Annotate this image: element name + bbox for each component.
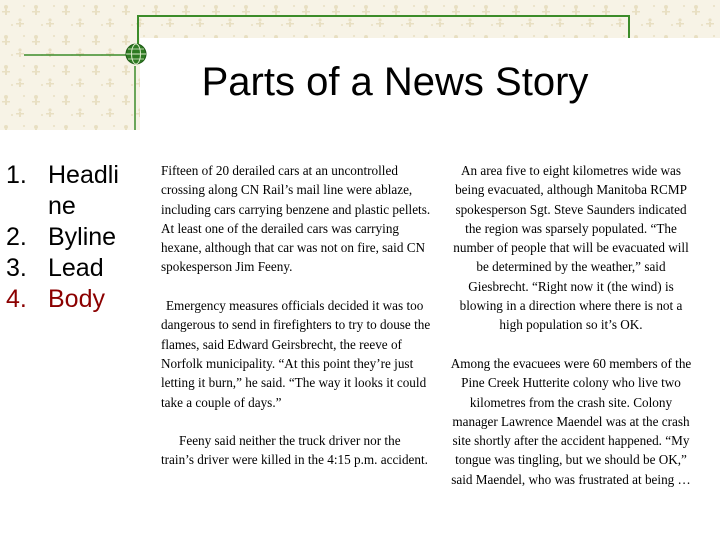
outline-item-headline <box>0 160 141 222</box>
outline-list <box>0 160 141 315</box>
paragraph: Fifteen of 20 derailed cars at an uncontrolled crossing along CN Rail’s mail line were ablaze, including cars carrying benzene and plastic pellets. At least one of the derailed cars was carrying hexane, although that car was not on fire, said CN spokesperson Jim Feeny. <box>161 163 431 275</box>
outline-item-lead <box>0 253 141 284</box>
article-column-right <box>450 161 692 508</box>
outline-number: 4. <box>6 285 27 313</box>
green-globe-icon <box>124 42 148 66</box>
paragraph: Emergency measures officials decided it was too dangerous to send in firefighters to try to douse the flames, said Edward Geirsbrecht, the reeve of Norfolk municipality. “At this point they’re just letting it burn,” he said. “The way it looks it could take a couple of days.” <box>161 298 431 410</box>
outline-item-body <box>0 284 141 315</box>
paragraph: Among the evacuees were 60 members of the Pine Creek Hutterite colony who live two kilometres from the crash site. Colony manager Lawrence Maendel was at the crash site shortly after the accident happened. “My tongue was tingling, but we should be OK,” said Maendel, who was frustrated at being … <box>450 355 692 487</box>
outline-number: 2. <box>6 223 27 251</box>
outline-label: Lead <box>48 254 104 282</box>
outline-item-byline <box>0 222 141 253</box>
outline-number: 1. <box>6 161 27 189</box>
article-column-left <box>161 161 433 489</box>
outline-label: Byline <box>48 223 117 251</box>
outline-number: 3. <box>6 254 27 282</box>
slide-title: Parts of a News Story <box>201 60 589 104</box>
outline-label: Body <box>48 285 105 313</box>
paragraph: Feeny said neither the truck driver nor the train’s driver were killed in the 4:15 p.m. accident. <box>161 433 428 468</box>
paragraph: An area five to eight kilometres wide was being evacuated, although Manitoba RCMP spokesperson Sgt. Steve Saunders indicated the region was sparsely populated. “The number of people that will be evacuated will be determined by the weather,” said Giesbrecht. “Right now it (the wind) is blowing in a direction where there is not a high population so it’s OK. <box>453 163 689 333</box>
outline-label: Headli ne <box>48 161 119 220</box>
